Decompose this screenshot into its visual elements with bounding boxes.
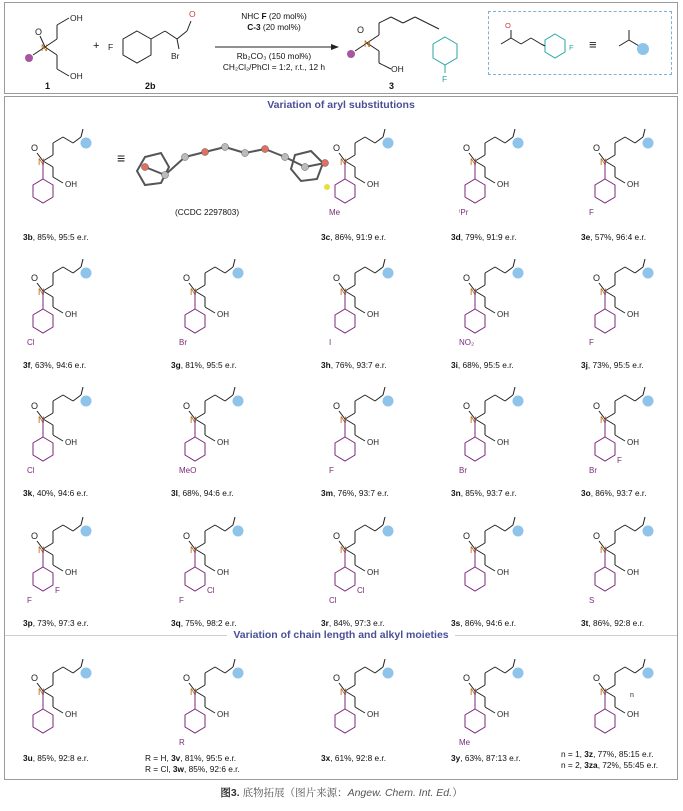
- structure-3k: [27, 387, 92, 475]
- substituent-label: Cl: [27, 338, 35, 347]
- f-atom-2b: F: [108, 42, 114, 52]
- ester-ball: [81, 668, 92, 679]
- structure-3p: [27, 517, 92, 605]
- ester-ball: [383, 138, 394, 149]
- n-atom: N: [38, 687, 45, 697]
- n-atom: N: [600, 415, 607, 425]
- o-atom: O: [333, 401, 341, 411]
- structure-3n: [459, 387, 524, 475]
- n-atom: N: [600, 157, 607, 167]
- oh-label: OH: [65, 438, 77, 447]
- compound-label-3q: 3q, 75%, 98:2 e.r.: [171, 618, 237, 628]
- n-atom: N: [340, 415, 347, 425]
- atom-sphere: [302, 164, 309, 171]
- label-1: 1: [45, 81, 51, 91]
- o-atom: O: [333, 531, 341, 541]
- compound-label-3r: 3r, 84%, 97:3 e.r.: [321, 618, 385, 628]
- n-atom: N: [340, 287, 347, 297]
- conditions-line2: C-3 (20 mol%): [247, 22, 301, 32]
- o-atom: O: [183, 273, 191, 283]
- substrate-2b-structure: [123, 21, 191, 63]
- ester-ball: [513, 138, 524, 149]
- oh-label: OH: [217, 710, 229, 719]
- oh-top: OH: [70, 13, 83, 23]
- atom-sphere: [324, 184, 330, 190]
- oh-label: OH: [367, 568, 379, 577]
- ester-ball: [643, 138, 654, 149]
- structure-3i: [459, 259, 524, 347]
- compound-label-3y: 3y, 63%, 87:13 e.r.: [451, 753, 521, 763]
- compound-label-3o: 3o, 86%, 93:7 e.r.: [581, 488, 647, 498]
- compound-label-3l: 3l, 68%, 94:6 e.r.: [171, 488, 234, 498]
- n-atom: N: [600, 687, 607, 697]
- figure-caption: 图3. 底物拓展（图片来源：Angew. Chem. Int. Ed.）: [220, 787, 463, 799]
- substituent-label: F: [589, 338, 594, 347]
- atom-sphere: [322, 160, 329, 167]
- o-atom: O: [463, 531, 471, 541]
- ester-ball: [383, 526, 394, 537]
- oh-label: OH: [367, 438, 379, 447]
- o-atom: O: [31, 401, 39, 411]
- substituent-label: F: [329, 466, 334, 475]
- n-atom: N: [41, 43, 48, 53]
- o-atom: O: [31, 143, 39, 153]
- substituent-label: Me: [329, 208, 341, 217]
- structure-3t: [589, 517, 654, 605]
- compound-label-3t: 3t, 86%, 92:8 e.r.: [581, 618, 645, 628]
- n-atom: N: [470, 687, 477, 697]
- oh-label: OH: [627, 180, 639, 189]
- substituent-label: Br: [179, 338, 187, 347]
- substituent-label-2: Cl: [207, 586, 215, 595]
- oh-label: OH: [367, 310, 379, 319]
- ester-ball: [513, 526, 524, 537]
- oh-label: OH: [627, 710, 639, 719]
- substituent-label: Cl: [27, 466, 35, 475]
- oh-label: OH: [217, 438, 229, 447]
- oh-bottom: OH: [70, 71, 83, 81]
- substituent-label: Cl: [329, 596, 337, 605]
- o-atom: O: [333, 143, 341, 153]
- scope-panel: [4, 96, 678, 780]
- n-atom: N: [340, 687, 347, 697]
- oh-label: OH: [65, 180, 77, 189]
- compound-label-3j: 3j, 73%, 95:5 e.r.: [581, 360, 644, 370]
- o-atom: O: [183, 401, 191, 411]
- reaction-scheme-panel: [4, 2, 678, 94]
- ester-ball: [643, 526, 654, 537]
- o-atom: O: [593, 673, 601, 683]
- o-atom-box: O: [505, 21, 511, 30]
- o-atom: O: [463, 401, 471, 411]
- oh-label: OH: [367, 180, 379, 189]
- o-atom: O: [593, 143, 601, 153]
- ester-ball: [233, 268, 244, 279]
- o-atom-3: O: [357, 25, 365, 35]
- crystal-structure-image: [117, 144, 330, 191]
- conditions-line3: Rb₂CO₃ (150 mol%): [236, 51, 312, 61]
- ester-ball: [233, 668, 244, 679]
- o-atom: O: [333, 673, 341, 683]
- ccdc-label: (CCDC 2297803): [175, 207, 240, 217]
- n-atom: N: [600, 545, 607, 555]
- o-atom: O: [463, 143, 471, 153]
- n-atom: N: [470, 415, 477, 425]
- compound-label-3h: 3h, 76%, 93:7 e.r.: [321, 360, 387, 370]
- ester-ball: [81, 268, 92, 279]
- structure-3z-3za: [593, 659, 654, 733]
- o-atom: O: [31, 273, 39, 283]
- ester-ball: [643, 668, 654, 679]
- atom-sphere: [262, 146, 269, 153]
- ester-ball: [383, 268, 394, 279]
- substituent-label: ⁱPr: [459, 208, 469, 217]
- purple-substituent-dot: [25, 54, 33, 62]
- structure-3q: [179, 517, 244, 605]
- ester-ball: [81, 138, 92, 149]
- equiv-sign-crystal: ≡: [117, 150, 126, 166]
- structure-3e: [589, 129, 654, 217]
- compound-label-3n: 3n, 85%, 93:7 e.r.: [451, 488, 517, 498]
- n-atom: N: [470, 545, 477, 555]
- compound-label-3g: 3g, 81%, 95:5 e.r.: [171, 360, 237, 370]
- structure-3s: [463, 517, 524, 591]
- oh-label: OH: [217, 310, 229, 319]
- n-atom: N: [470, 157, 477, 167]
- product-aryl-ring: [433, 37, 457, 73]
- substituent-label-2: F: [55, 586, 60, 595]
- n-atom: N: [190, 545, 197, 555]
- compound-label-3u: 3u, 85%, 92:8 e.r.: [23, 753, 89, 763]
- atom-sphere: [182, 154, 189, 161]
- substituent-label: Br: [589, 466, 597, 475]
- compound-label-3c: 3c, 86%, 91:9 e.r.: [321, 232, 387, 242]
- structure-3j: [589, 259, 654, 347]
- label-3w: R = Cl, 3w, 85%, 92:6 e.r.: [145, 764, 240, 774]
- n-atom: N: [38, 287, 45, 297]
- n-atom: N: [190, 687, 197, 697]
- compound-label-3f: 3f, 63%, 94:6 e.r.: [23, 360, 87, 370]
- compound-label-3e: 3e, 57%, 96:4 e.r.: [581, 232, 647, 242]
- n-atom: N: [340, 545, 347, 555]
- oh-label: OH: [497, 710, 509, 719]
- structure-3o: [589, 387, 654, 475]
- structure-3y: [459, 659, 524, 747]
- substituent-label: Br: [459, 466, 467, 475]
- atom-sphere: [142, 164, 149, 171]
- n-atom: N: [600, 287, 607, 297]
- aldehyde-o: O: [189, 9, 196, 19]
- purple-substituent-dot-3: [347, 50, 355, 58]
- o-atom: O: [333, 273, 341, 283]
- n-atom: N: [38, 157, 45, 167]
- ester-ball: [81, 396, 92, 407]
- o-atom: O: [463, 273, 471, 283]
- structure-3v-3w: [179, 659, 244, 747]
- n-atom: N: [38, 415, 45, 425]
- compound-label-3d: 3d, 79%, 91:9 e.r.: [451, 232, 517, 242]
- ester-ball: [643, 396, 654, 407]
- equiv-sign: ≡: [589, 37, 597, 52]
- oh-label: OH: [65, 310, 77, 319]
- oh-label: OH: [65, 568, 77, 577]
- ester-ball: [513, 396, 524, 407]
- plus-sign: +: [93, 40, 100, 52]
- substituent-label: I: [329, 338, 332, 347]
- n-atom: N: [38, 545, 45, 555]
- structure-3g: [179, 259, 244, 347]
- atom-sphere: [202, 149, 209, 156]
- conditions-line4: CH₂Cl₂/PhCl = 1:2, r.t., 12 h: [222, 62, 326, 72]
- substituent-label: Me: [459, 738, 471, 747]
- ester-ball-legend: [637, 43, 649, 55]
- compound-label-3x: 3x, 61%, 92:8 e.r.: [321, 753, 387, 763]
- n-atom: N: [340, 157, 347, 167]
- o-atom: O: [183, 673, 191, 683]
- ester-ball: [643, 268, 654, 279]
- structure-3h: [329, 259, 394, 347]
- oh-label: OH: [627, 568, 639, 577]
- structure-3r: [329, 517, 394, 605]
- o-atom: O: [463, 673, 471, 683]
- substituent-label: R: [179, 738, 185, 747]
- substituent-label-2: F: [617, 456, 622, 465]
- label-3z: n = 1, 3z, 77%, 85:15 e.r.: [561, 749, 654, 759]
- compound-label-3b: 3b, 85%, 95:5 e.r.: [23, 232, 89, 242]
- n-atom: N: [190, 415, 197, 425]
- atom-sphere: [162, 172, 169, 179]
- label-3: 3: [389, 81, 395, 91]
- substituent-label: S: [589, 596, 595, 605]
- section-aryl-title: Variation of aryl substitutions: [267, 99, 415, 111]
- structure-3c: [329, 129, 394, 217]
- o-atom: O: [593, 401, 601, 411]
- substituent-label-2: Cl: [357, 586, 365, 595]
- oh-label: OH: [217, 568, 229, 577]
- atom-sphere: [282, 154, 289, 161]
- structure-3u: [31, 659, 92, 733]
- oh-label: OH: [497, 180, 509, 189]
- o-atom: O: [593, 273, 601, 283]
- label-3v: R = H, 3v, 81%, 95:5 e.r.: [145, 753, 237, 763]
- atom-sphere: [222, 144, 229, 151]
- ester-ball: [513, 268, 524, 279]
- structure-3b: [31, 129, 92, 203]
- oh-label: OH: [497, 310, 509, 319]
- compound-label-3m: 3m, 76%, 93:7 e.r.: [321, 488, 389, 498]
- scope-structures-svg: [5, 97, 677, 779]
- substituent-label: NO₂: [459, 338, 475, 347]
- oh-3: OH: [391, 64, 404, 74]
- arrow-head: [331, 44, 339, 50]
- n-atom: N: [470, 287, 477, 297]
- conditions-line1: NHC F (20 mol%): [241, 11, 307, 21]
- structure-3m: [329, 387, 394, 475]
- ester-ball: [233, 396, 244, 407]
- f-atom-3: F: [442, 74, 448, 84]
- oh-label: OH: [65, 710, 77, 719]
- section-chain-title: Variation of chain length and alkyl moieties: [5, 629, 677, 641]
- o-atom: O: [35, 27, 43, 37]
- compound-label-3i: 3i, 68%, 95:5 e.r.: [451, 360, 514, 370]
- substituent-label: F: [179, 596, 184, 605]
- n-atom: N: [190, 287, 197, 297]
- n-subscript: n: [630, 692, 634, 699]
- structure-3l: [179, 387, 244, 475]
- br-atom: Br: [171, 51, 180, 61]
- oh-label: OH: [497, 568, 509, 577]
- o-atom: O: [183, 531, 191, 541]
- structure-3x: [333, 659, 394, 733]
- structure-3f: [27, 259, 92, 347]
- ester-ball: [513, 668, 524, 679]
- structure-3d: [459, 129, 524, 217]
- ester-ball: [383, 396, 394, 407]
- compound-label-3s: 3s, 86%, 94:6 e.r.: [451, 618, 517, 628]
- substituent-label: F: [27, 596, 32, 605]
- o-atom: O: [31, 673, 39, 683]
- substituent-label: F: [589, 208, 594, 217]
- ester-ball: [383, 668, 394, 679]
- compound-label-3p: 3p, 73%, 97:3 e.r.: [23, 618, 89, 628]
- o-atom: O: [593, 531, 601, 541]
- oh-label: OH: [627, 438, 639, 447]
- ester-ball: [81, 526, 92, 537]
- abbreviation-svg: [489, 12, 671, 74]
- substituent-label: MeO: [179, 466, 197, 475]
- oh-label: OH: [627, 310, 639, 319]
- oh-label: OH: [497, 438, 509, 447]
- ester-ball: [233, 526, 244, 537]
- abbreviation-box: [488, 11, 672, 75]
- label-3za: n = 2, 3za, 72%, 55:45 e.r.: [561, 760, 659, 770]
- o-atom: O: [31, 531, 39, 541]
- label-2b: 2b: [145, 81, 156, 91]
- compound-label-3k: 3k, 40%, 94:6 e.r.: [23, 488, 89, 498]
- atom-sphere: [242, 150, 249, 157]
- f-atom-box: F: [569, 43, 574, 52]
- oh-label: OH: [367, 710, 379, 719]
- n-atom-3: N: [364, 39, 371, 49]
